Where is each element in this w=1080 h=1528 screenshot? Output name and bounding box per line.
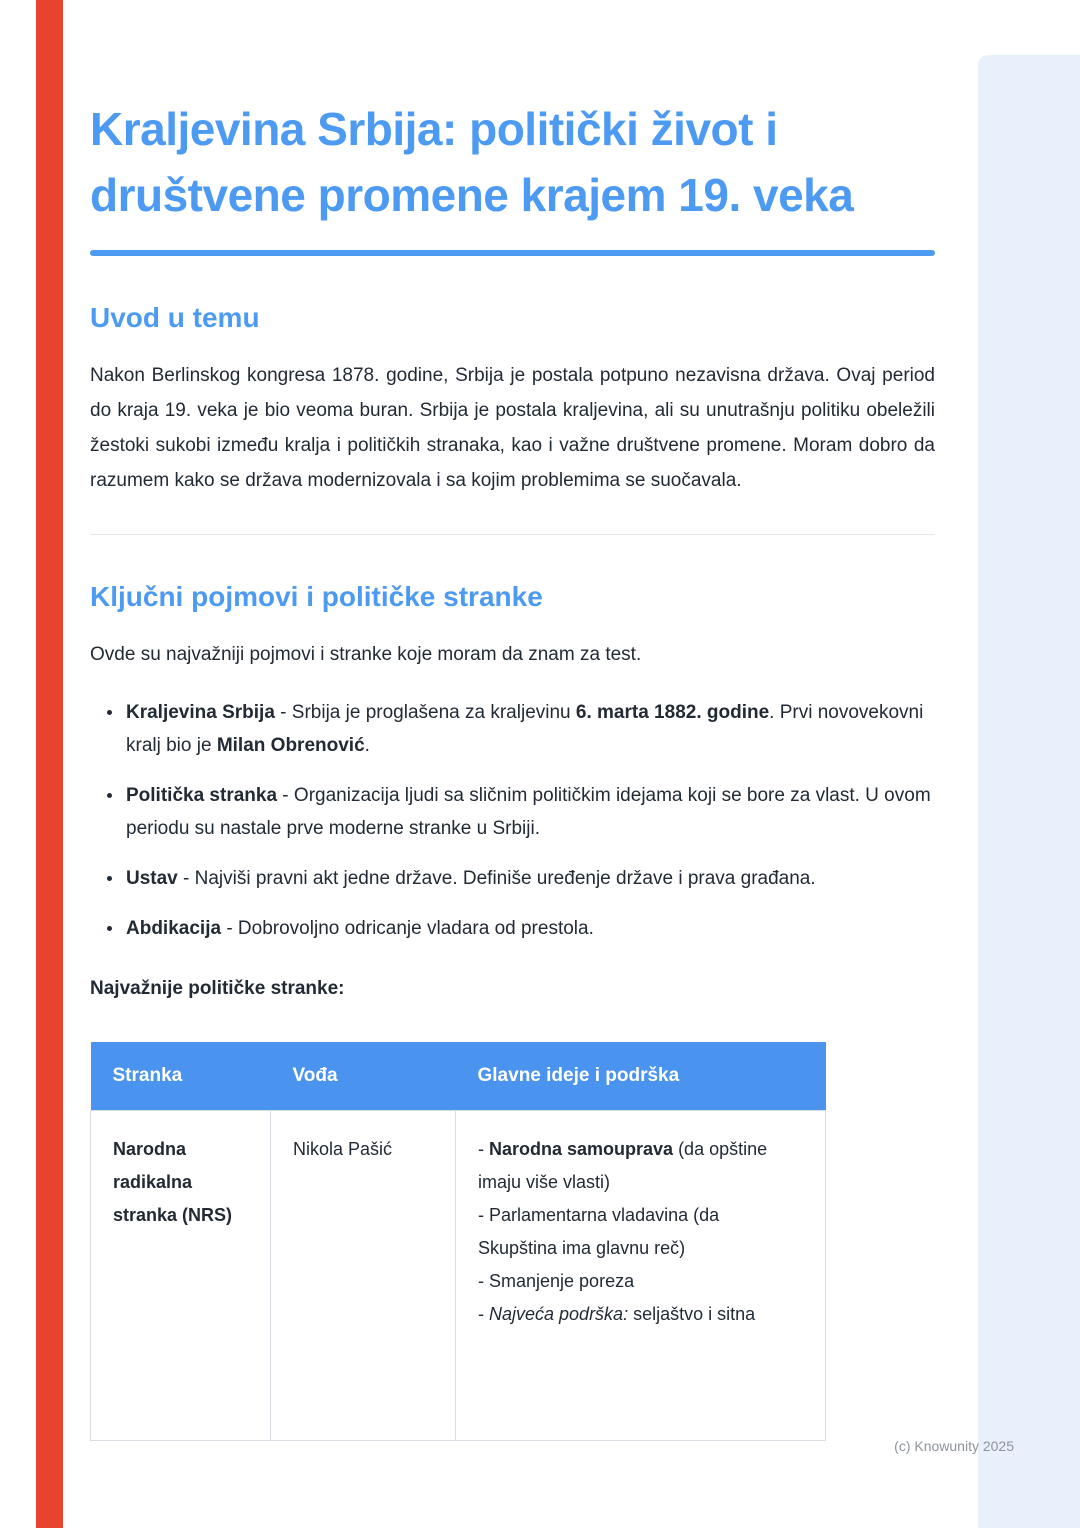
text-segment: Narodna samouprava — [489, 1139, 674, 1159]
key-term-item — [124, 696, 935, 762]
left-red-strip — [36, 0, 63, 1528]
text-segment: - Dobrovoljno odricanje vladara od prestola. — [221, 918, 594, 939]
title-divider-rule — [90, 250, 935, 256]
intro-paragraph: Nakon Berlinskog kongresa 1878. godine, Srbija je postala potpuno nezavisna država. Ovaj period do kraja 19. veka je bio veoma buran. Srbija je postala kraljevina, ali su unutrašnju politiku obeležili žestoki sukobi između kralja i političkih stranaka, kao i važne društvene promene. Moram dobro da razumem kako se država modernizovala i sa kojim problemima se suočavala. — [90, 365, 935, 491]
document-content — [90, 0, 935, 1441]
text-segment: Najveća podrška: — [489, 1304, 629, 1324]
leader-cell — [271, 1111, 456, 1441]
table-lead-text: Najvažnije političke stranke: — [90, 978, 345, 999]
text-segment: . — [364, 735, 370, 756]
text-segment: Milan Obrenović — [216, 735, 365, 756]
section-heading-uvod: Uvod u temu — [90, 302, 260, 333]
idea-line — [478, 1133, 803, 1199]
text-segment: - — [478, 1304, 489, 1324]
text-segment: (da opštine imaju više vlasti) — [478, 1139, 768, 1192]
section-heading-pojmovi: Ključni pojmovi i političke stranke — [90, 581, 543, 612]
ideas-cell — [456, 1111, 826, 1441]
key-term-item — [124, 912, 935, 945]
table-column-header: Stranka — [91, 1042, 271, 1111]
idea-line — [478, 1265, 803, 1298]
section-divider — [90, 534, 935, 535]
text-segment: Kraljevina Srbija — [126, 702, 275, 723]
table-column-header: Vođa — [271, 1042, 456, 1111]
table-column-header: Glavne ideje i podrška — [456, 1042, 826, 1111]
text-segment: Politička stranka — [126, 785, 278, 806]
page-title: Kraljevina Srbija: politički život i društvene promene krajem 19. veka — [90, 103, 854, 221]
table-row — [91, 1111, 826, 1441]
party-cell — [91, 1111, 271, 1441]
text-segment: - Najviši pravni akt jedne države. Definiše uređenje države i prava građana. — [177, 868, 816, 889]
right-side-panel — [978, 55, 1080, 1528]
key-term-item — [124, 779, 935, 845]
text-segment: - Smanjenje poreza — [478, 1271, 635, 1291]
table-body — [91, 1111, 826, 1441]
text-segment: - — [478, 1139, 489, 1159]
key-term-item — [124, 862, 935, 895]
text-segment: . Prvi novovekovni kralj bio je — [126, 702, 924, 756]
text-segment: - Parlamentarna vladavina (da Skupština ima glavnu reč) — [478, 1205, 720, 1258]
text-segment: Abdikacija — [126, 918, 222, 939]
idea-line — [478, 1298, 803, 1331]
terms-intro-paragraph: Ovde su najvažniji pojmovi i stranke koje moram da znam za test. — [90, 644, 642, 665]
text-segment: Nikola Pašić — [293, 1139, 393, 1159]
copyright-footer: (c) Knowunity 2025 — [894, 1438, 1014, 1454]
table-header-row — [91, 1042, 826, 1111]
text-segment: 6. marta 1882. godine — [575, 702, 770, 723]
parties-table — [90, 1042, 826, 1441]
text-segment: - Srbija je proglašena za kraljevinu — [274, 702, 576, 723]
text-segment: Narodna radikalna stranka (NRS) — [113, 1139, 233, 1225]
text-segment: seljaštvo i sitna — [628, 1304, 756, 1324]
text-segment: Ustav — [126, 868, 178, 889]
key-terms-list — [90, 696, 935, 945]
text-segment: - Organizacija ljudi sa sličnim političkim idejama koji se bore za vlast. U ovom periodu su nastale prve moderne stranke u Srbiji. — [126, 785, 931, 839]
idea-line — [478, 1199, 803, 1265]
